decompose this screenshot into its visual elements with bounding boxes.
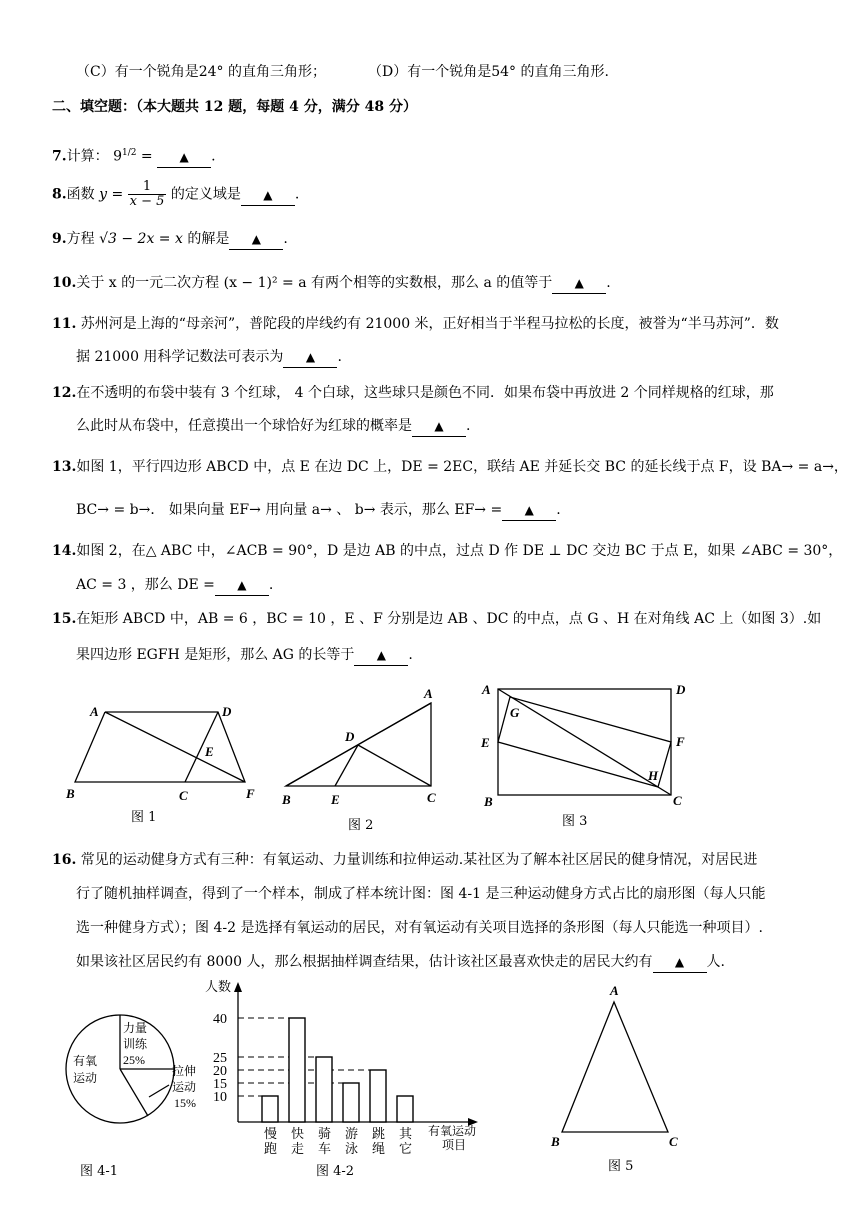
answer-blank: ▲ [283,347,337,368]
answer-blank: ▲ [653,952,707,973]
x-tick-label: 绳 [372,1141,386,1156]
slice-aerobic-l1: 有氧 [73,1054,98,1068]
answer-blank: ▲ [354,645,408,666]
bar-游泳 [343,1083,359,1122]
question-12: 12.在不透明的布袋中装有 3 个红球， 4 个白球，这些球只是颜色不同．如果布袋中再放进 2 个同样规格的红球，那 [52,385,774,401]
question-9: 9.方程 √3 − 2x = x 的解是 ▲ . [52,229,288,250]
x-tick-label: 其 [399,1126,413,1141]
slice-aerobic-l2: 运动 [73,1071,98,1085]
label-a: A [90,704,99,719]
x-tick-label: 骑 [318,1126,332,1141]
question-13-cont: BC→ = b→． 如果向量 EF→ 用向量 a→ 、 b→ 表示，那么 EF→ = ▲ . [76,500,561,521]
x-tick-label: 慢 [264,1126,278,1141]
y-axis-label: 人数 [205,979,232,994]
bar-慢跑 [262,1096,278,1122]
question-11-cont: 据 21000 用科学记数法可表示为 ▲ . [76,347,342,368]
question-10: 10.关于 x 的一元二次方程 (x − 1)² = a 有两个相等的实数根，那么 a 的值等于 ▲ . [52,273,611,294]
label-a: A [482,682,491,697]
label-b: B [484,794,493,809]
answer-blank: ▲ [157,147,211,168]
figure-2 [278,685,453,805]
question-15-cont: 果四边形 EGFH 是矩形，那么 AG 的长等于 ▲ . [76,645,413,666]
label-g: G [510,705,520,720]
y-tick-label: 15 [213,1077,227,1092]
x-axis-label-l1: 有氧运动 [428,1124,477,1138]
label-e: E [481,735,490,750]
x-tick-label: 跑 [264,1141,278,1156]
question-14-cont: AC = 3 ，那么 DE = ▲ . [76,575,273,596]
label-b: B [551,1134,560,1149]
question-16: 16. 常见的运动健身方式有三种：有氧运动、力量训练和拉伸运动.某社区为了解本社区居民的健身情况，对居民进 [52,852,758,868]
label-a: A [424,686,433,701]
question-15: 15.在矩形 ABCD 中，AB = 6 ，BC = 10 ，E 、F 分别是边 AB 、DC 的中点，点 G 、H 在对角线 AC 上（如图 3）.如 [52,611,822,627]
x-tick-label: 走 [291,1141,305,1156]
x-axis-label-l2: 项目 [442,1138,467,1152]
y-tick-label: 20 [213,1064,227,1079]
figure-3-caption: 图 3 [562,814,588,829]
label-c: C [669,1134,678,1149]
figure-4-2-bar-chart [200,972,500,1156]
slice-stretch-pct: 15% [174,1096,196,1110]
x-tick-label: 快 [291,1126,305,1141]
slice-strength-l2: 训练 [123,1037,148,1051]
question-12-cont: 么此时从布袋中，任意摸出一个球恰好为红球的概率是 ▲ . [76,416,470,437]
answer-blank: ▲ [215,575,269,596]
option-c: （C）有一个锐角是24° 的直角三角形； [76,64,326,80]
label-f: F [676,734,685,749]
x-tick-label: 泳 [345,1141,359,1156]
label-e: E [331,792,340,807]
label-c: C [673,793,682,808]
figure-2-caption: 图 2 [348,818,374,833]
label-c: C [427,790,436,805]
slice-strength-l1: 力量 [123,1021,148,1035]
answer-blank: ▲ [229,229,283,250]
label-f: F [246,786,255,801]
bar-其它 [397,1096,413,1122]
answer-blank: ▲ [502,500,556,521]
bar-快走 [289,1018,305,1122]
question-14: 14.如图 2，在△ ABC 中，∠ACB = 90°，D 是边 AB 的中点，过点 D 作 DE ⊥ DC 交边 BC 于点 E，如果 ∠ABC = 30°， [52,543,843,559]
slice-stretch-l2: 运动 [172,1080,197,1094]
answer-blank: ▲ [412,416,466,437]
option-d: （D）有一个锐角是54° 的直角三角形. [368,64,609,80]
question-16-l4: 如果该社区居民约有 8000 人，那么根据抽样调查结果，估计该社区最喜欢快走的居民大约有 ▲ 人. [76,952,725,973]
slice-strength-pct: 25% [123,1053,145,1067]
question-16-l2: 行了随机抽样调查，得到了一个样本，制成了样本统计图：图 4-1 是三种运动健身方式占比的扇形图（每人只能 [76,886,766,902]
label-e: E [205,744,214,759]
figure-5-caption: 图 5 [608,1159,634,1174]
y-tick-label: 40 [213,1012,227,1027]
label-h: H [648,768,659,783]
label-b: B [282,792,291,807]
label-a: A [610,983,619,998]
section-title: 二、填空题：（本大题共 12 题，每题 4 分，满分 48 分） [52,99,417,115]
x-tick-label: 车 [318,1141,332,1156]
answer-blank: ▲ [241,185,295,206]
x-tick-label: 跳 [372,1126,386,1141]
question-7: 7.计算： $9^{1/2}$ = ▲ . [52,143,216,168]
figure-1-caption: 图 1 [131,810,157,825]
bar-骑车 [316,1057,332,1122]
label-d: D [345,729,355,744]
answer-blank: ▲ [552,273,606,294]
label-d: D [222,704,232,719]
label-d: D [676,682,686,697]
slice-stretch-l1: 拉伸 [172,1064,197,1078]
question-16-l3: 选一种健身方式）；图 4-2 是选择有氧运动的居民，对有氧运动有关项目选择的条形图（每人只能选一种项目）. [76,920,763,936]
figure-1 [60,700,270,810]
label-c: C [179,788,188,803]
figure-3 [478,680,698,810]
y-tick-label: 10 [213,1090,227,1105]
y-tick-label: 25 [213,1051,227,1066]
label-b: B [66,786,75,801]
figure-5 [545,980,695,1155]
question-8: 8.函数 y = $\frac{1}{x - 5}$ 的定义域是 ▲ . [52,179,300,209]
x-tick-label: 它 [399,1141,413,1156]
figure-4-1-pie [55,1005,215,1130]
bar-跳绳 [370,1070,386,1122]
figure-4-2-caption: 图 4-2 [316,1164,355,1179]
question-11: 11. 苏州河是上海的“母亲河”，普陀段的岸线约有 21000 米，正好相当于半程马拉松的长度，被誉为“半马苏河”．数 [52,316,779,332]
figure-4-1-caption: 图 4-1 [80,1164,119,1179]
question-13: 13.如图 1，平行四边形 ABCD 中，点 E 在边 DC 上，DE = 2EC，联结 AE 并延长交 BC 的延长线于点 F，设 BA→ = a→， [52,459,848,475]
x-tick-label: 游 [345,1126,359,1141]
